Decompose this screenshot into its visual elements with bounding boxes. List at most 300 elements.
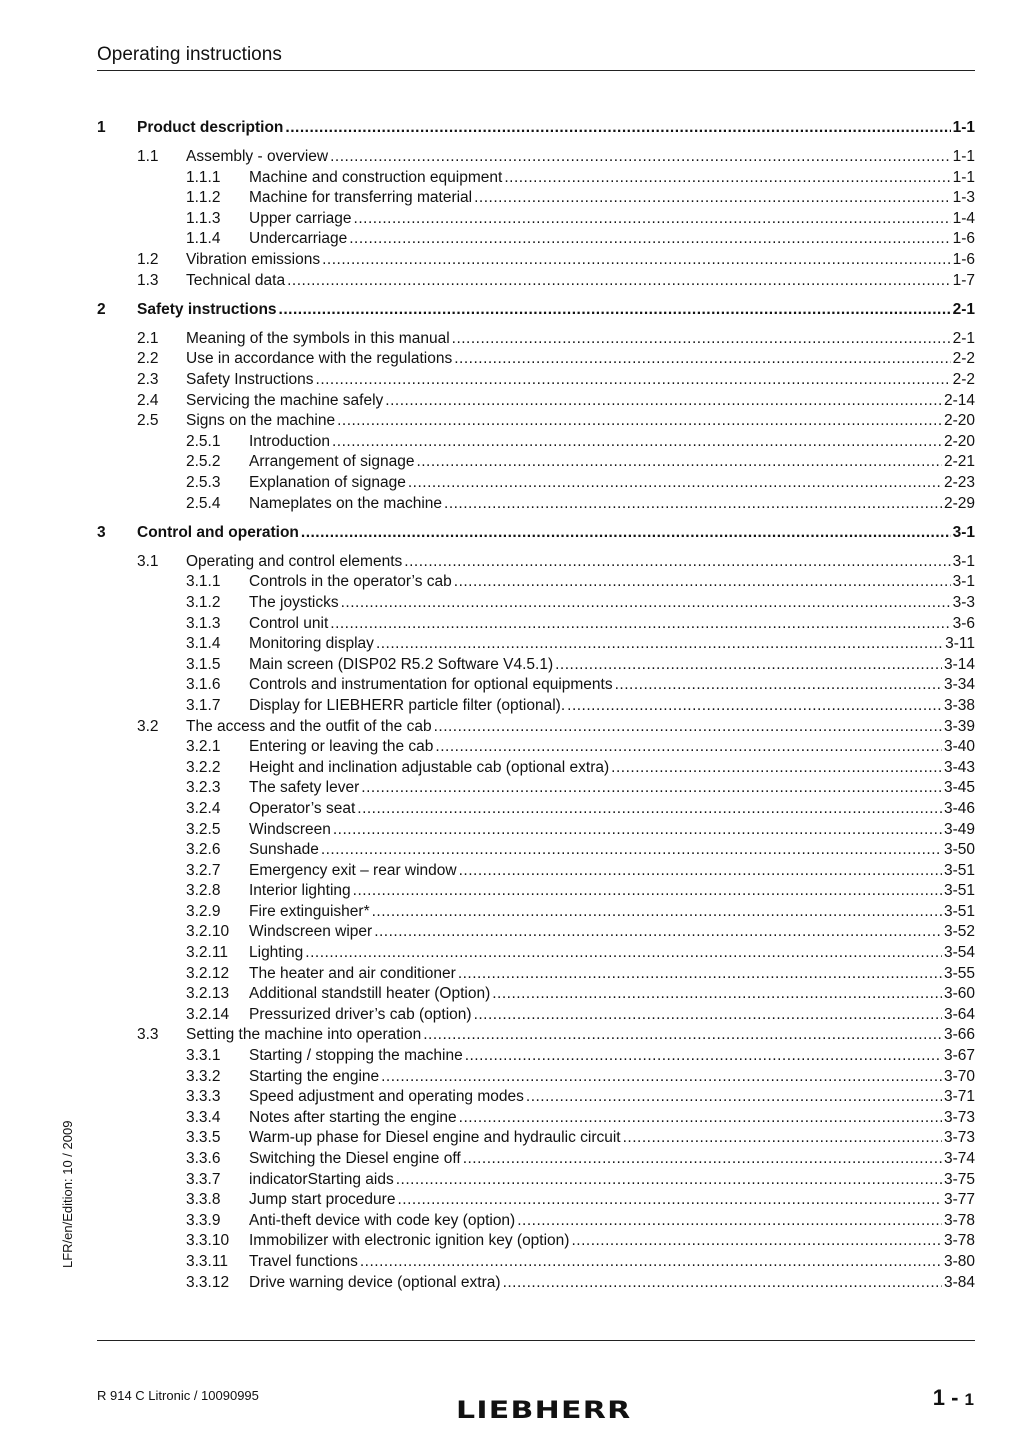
toc-entry-number: 1.1 [137,148,159,166]
toc-entry-title: Setting the machine into operation [186,1026,422,1044]
toc-entry-title: Controls and instrumentation for optional equipments [249,676,613,694]
toc-entry-number: 3 [97,523,106,541]
toc-entry-line [249,840,975,861]
toc-dot-leader [321,840,942,861]
toc-entry-page: 3-73 [943,1108,975,1126]
toc-entry-page: 3-84 [943,1273,975,1291]
toc-entry-number: 3.2 [137,717,159,735]
toc-entry[interactable] [97,1211,975,1232]
toc-entry-line [137,118,975,139]
toc-dot-leader [301,523,951,544]
toc-entry-title: Anti-theft device with code key (option) [249,1211,516,1229]
toc-entry-page: 1-1 [952,168,975,186]
toc-dot-leader [330,147,950,168]
toc-entry-number: 3.3.8 [186,1191,221,1209]
toc-entry-line [186,370,975,391]
toc-entry-number: 3.3 [137,1026,159,1044]
toc-entry-page: 3-1 [952,552,975,570]
toc-entry-title: Display for LIEBHERR particle filter (optional). [249,696,566,714]
toc-entry-page: 3-64 [943,1005,975,1023]
toc-entry-number: 3.1.1 [186,573,221,591]
toc-entry-title: Explanation of signage [249,474,406,491]
toc-chapter-entry[interactable] [97,300,975,321]
toc-dot-leader [474,1005,942,1026]
toc-dot-leader [492,984,942,1005]
toc-dot-leader [354,209,951,230]
toc-entry-page: 2-1 [952,329,975,347]
toc-entry-page: 3-40 [943,738,975,756]
toc-entry[interactable] [97,861,975,882]
toc-dot-leader [463,1149,942,1170]
toc-entry-number: 2.5.3 [186,474,221,491]
header-divider [97,70,975,71]
toc-entry-number: 3.2.4 [186,799,221,817]
toc-entry[interactable] [97,1046,975,1067]
toc-entry-number: 3.3.10 [186,1232,230,1250]
toc-entry[interactable] [97,1190,975,1211]
toc-entry-title: Servicing the machine safely [186,391,384,409]
toc-chapter-entry[interactable] [97,118,975,139]
toc-entry-page: 3-73 [943,1129,975,1147]
liebherr-logo: LIEBHERR [456,1396,632,1424]
toc-entry-title: Additional standstill heater (Option) [249,985,491,1003]
toc-entry[interactable] [97,391,975,412]
toc-entry[interactable] [97,168,975,189]
toc-entry-line [249,1067,975,1088]
toc-entry-number: 3.1.2 [186,593,221,611]
toc-entry-page: 3-3 [952,593,975,611]
toc-dot-leader [615,675,942,696]
toc-entry-title: Signs on the machine [186,412,336,430]
toc-dot-leader [322,250,950,271]
toc-entry-number: 1.1.1 [186,168,221,186]
toc-entry[interactable] [97,1231,975,1252]
toc-entry-line [186,329,975,350]
toc-entry[interactable] [97,209,975,230]
toc-entry[interactable] [97,271,975,292]
toc-entry-page: 2-29 [943,494,975,512]
toc-entry-title: Windscreen wiper [249,923,373,941]
toc-entry-title: Height and inclination adjustable cab (optional extra) [249,758,610,776]
toc-entry[interactable] [97,696,975,717]
toc-entry-line [249,1231,975,1252]
toc-dot-leader [361,778,942,799]
toc-entry-page: 1-7 [952,271,975,289]
toc-dot-leader [333,820,942,841]
toc-entry-title: Nameplates on the machine [249,494,443,512]
toc-entry-title: Speed adjustment and operating modes [249,1088,524,1106]
toc-entry-line [186,391,975,412]
toc-entry-title: Control and operation [137,523,299,541]
toc-entry-line [186,552,975,573]
toc-entry-line [249,229,975,250]
toc-entry[interactable] [97,675,975,696]
toc-entry-number: 3.1.4 [186,635,221,653]
toc-entry-title: Travel functions [249,1252,358,1270]
toc-entry-title: Technical data [186,271,286,289]
toc-entry[interactable] [97,593,975,614]
toc-entry[interactable] [97,634,975,655]
toc-entry-line [186,271,975,292]
toc-entry-line [249,737,975,758]
toc-entry-page: 2-20 [943,432,975,450]
toc-entry[interactable] [97,188,975,209]
toc-entry[interactable] [97,943,975,964]
toc-dot-leader [357,799,942,820]
toc-dot-leader [454,572,951,593]
toc-entry-line [249,432,975,453]
toc-entry-title: Interior lighting [249,882,351,900]
toc-entry-page: 2-21 [943,453,975,471]
toc-entry-line [249,634,975,655]
toc-entry-page: 3-51 [943,882,975,900]
toc-entry-number: 3.3.9 [186,1211,221,1229]
toc-entry-line [249,1252,975,1273]
toc-entry-line [249,209,975,230]
toc-entry-line [249,614,975,635]
toc-entry-line [249,655,975,676]
toc-entry-title: Jump start procedure [249,1191,396,1209]
toc-entry-page: 3-55 [943,964,975,982]
toc-dot-leader [435,737,942,758]
toc-entry-number: 3.2.14 [186,1005,230,1023]
toc-dot-leader [526,1087,942,1108]
toc-dot-leader [623,1128,942,1149]
toc-entry-page: 3-39 [943,717,975,735]
toc-entry-page: 2-2 [952,350,975,368]
toc-dot-leader [305,943,942,964]
toc-entry-number: 1.1.3 [186,209,221,227]
toc-entry-page: 2-20 [943,412,975,430]
toc-entry-page: 3-78 [943,1211,975,1229]
toc-entry-title: Drive warning device (optional extra) [249,1273,501,1291]
toc-entry-page: 3-49 [943,820,975,838]
toc-entry[interactable] [97,1128,975,1149]
toc-entry-line [249,943,975,964]
toc-entry-line [249,902,975,923]
toc-entry-number: 2.4 [137,391,159,409]
table-of-contents [97,118,975,1293]
toc-entry-line [249,473,975,494]
toc-entry-line [186,147,975,168]
toc-entry-page: 3-46 [943,799,975,817]
toc-entry-title: Upper carriage [249,209,352,227]
toc-entry-title: Controls in the operator’s cab [249,573,452,591]
toc-entry[interactable] [97,984,975,1005]
toc-entry[interactable] [97,1170,975,1191]
toc-entry-line [137,523,975,544]
toc-entry-line [249,984,975,1005]
toc-entry-number: 2.5 [137,412,159,430]
toc-entry-page: 3-1 [952,523,975,541]
toc-entry-line [249,572,975,593]
toc-entry-title: Arrangement of signage [249,453,415,471]
toc-dot-leader [571,1231,942,1252]
toc-entry-number: 3.2.13 [186,985,230,1003]
toc-entry-page: 3-34 [943,676,975,694]
toc-dot-leader [404,552,950,573]
toc-entry-line [249,778,975,799]
toc-entry[interactable] [97,370,975,391]
toc-entry-number: 3.1 [137,552,159,570]
toc-entry[interactable] [97,840,975,861]
toc-entry-title: Windscreen [249,820,331,838]
toc-entry-title: Starting the engine [249,1067,380,1085]
toc-entry-title: Control unit [249,614,329,632]
toc-dot-leader [332,432,942,453]
toc-entry-number: 3.2.5 [186,820,221,838]
toc-dot-leader [611,758,942,779]
toc-entry-line [249,1149,975,1170]
toc-entry-line [249,188,975,209]
toc-entry-line [249,820,975,841]
toc-entry[interactable] [97,147,975,168]
toc-entry[interactable] [97,229,975,250]
toc-entry-line [249,1046,975,1067]
toc-entry-title: Assembly - overview [186,148,329,166]
toc-entry-line [186,250,975,271]
toc-entry-line [186,411,975,432]
toc-dot-leader [397,1190,942,1211]
toc-dot-leader [353,881,942,902]
toc-entry[interactable] [97,494,975,515]
toc-entry-title: The safety lever [249,779,360,797]
toc-dot-leader [285,118,950,139]
toc-entry[interactable] [97,655,975,676]
toc-entry-title: Pressurized driver’s cab (option) [249,1005,472,1023]
toc-entry-title: Machine and construction equipment [249,168,503,186]
toc-entry-number: 3.3.1 [186,1047,221,1065]
toc-entry-line [249,1108,975,1129]
toc-entry[interactable] [97,1149,975,1170]
toc-entry[interactable] [97,1025,975,1046]
toc-dot-leader [459,1108,942,1129]
toc-entry[interactable] [97,1273,975,1294]
toc-entry[interactable] [97,1087,975,1108]
toc-entry-number: 3.2.12 [186,964,230,982]
toc-entry-line [249,922,975,943]
toc-entry-number: 3.2.6 [186,841,221,859]
toc-entry-page: 3-1 [952,573,975,591]
toc-entry[interactable] [97,432,975,453]
toc-entry[interactable] [97,1252,975,1273]
toc-entry-title: Main screen (DISP02 R5.2 Software V4.5.1) [249,655,554,673]
toc-entry-page: 3-51 [943,861,975,879]
toc-entry-number: 3.2.1 [186,738,221,756]
toc-entry[interactable] [97,922,975,943]
toc-entry-line [249,593,975,614]
toc-entry-number: 3.3.6 [186,1150,221,1167]
toc-entry-page: 3-51 [943,902,975,920]
toc-dot-leader [396,1170,942,1191]
toc-dot-leader [474,188,950,209]
toc-entry[interactable] [97,1005,975,1026]
toc-entry[interactable] [97,1067,975,1088]
toc-entry[interactable] [97,250,975,271]
toc-entry-title: Product description [137,119,284,136]
toc-dot-leader [503,1273,942,1294]
toc-entry[interactable] [97,737,975,758]
toc-entry[interactable] [97,411,975,432]
toc-entry-title: The heater and air conditioner [249,964,456,982]
toc-entry[interactable] [97,881,975,902]
toc-dot-leader [330,614,950,635]
toc-entry-title: Warm-up phase for Diesel engine and hydraulic circuit [249,1129,621,1147]
toc-entry-title: Lighting [249,944,304,962]
toc-entry-page: 3-43 [943,758,975,776]
toc-dot-leader [372,902,942,923]
toc-entry[interactable] [97,473,975,494]
toc-entry-title: Notes after starting the engine [249,1108,457,1126]
toc-entry-line [137,300,975,321]
toc-entry[interactable] [97,902,975,923]
toc-dot-leader [459,861,942,882]
toc-entry-number: 3.2.10 [186,923,230,941]
page-header-title: Operating instructions [97,44,282,65]
toc-dot-leader [360,1252,942,1273]
toc-entry-line [249,675,975,696]
toc-entry-number: 3.1.3 [186,614,221,632]
toc-entry-title: Emergency exit – rear window [249,861,457,879]
toc-entry-number: 3.2.2 [186,758,221,776]
toc-entry[interactable] [97,329,975,350]
toc-entry[interactable] [97,964,975,985]
toc-entry[interactable] [97,778,975,799]
toc-entry-line [249,799,975,820]
toc-dot-leader [385,391,942,412]
toc-entry-title: The joysticks [249,593,339,611]
toc-dot-leader [408,473,942,494]
toc-entry-number: 3.3.2 [186,1067,221,1085]
toc-entry-number: 3.2.9 [186,902,221,920]
toc-entry-page: 2-1 [952,300,975,318]
toc-dot-leader [444,494,942,515]
toc-entry[interactable] [97,820,975,841]
toc-entry-number: 2 [97,300,106,318]
toc-entry-line [249,696,975,717]
toc-entry-title: Operating and control elements [186,552,403,570]
toc-entry[interactable] [97,717,975,738]
toc-entry-line [249,1005,975,1026]
toc-entry-page: 3-78 [943,1232,975,1250]
toc-entry-number: 2.3 [137,371,159,389]
toc-entry-title: Switching the Diesel engine off [249,1150,461,1167]
toc-entry-number: 3.3.11 [186,1252,228,1270]
edition-side-label: LFR/en/Edition: 10 / 2009 [60,1120,75,1268]
toc-dot-leader [374,922,942,943]
toc-entry-page: 2-14 [943,391,975,409]
toc-entry-page: 1-1 [952,148,975,166]
toc-entry-number: 3.3.5 [186,1129,221,1147]
toc-dot-leader [465,1046,942,1067]
page-chapter: 1 - [932,1385,959,1410]
toc-entry-number: 3.2.11 [186,944,228,962]
toc-entry-page: 3-66 [943,1026,975,1044]
toc-entry-number: 1 [97,119,106,136]
toc-entry-number: 3.3.3 [186,1088,221,1106]
toc-entry[interactable] [97,349,975,370]
toc-entry-line [249,168,975,189]
toc-dot-leader [349,229,950,250]
toc-dot-leader [452,329,951,350]
toc-entry-number: 3.1.7 [186,696,221,714]
page-index: 1 [964,1390,974,1409]
toc-dot-leader [341,593,951,614]
toc-entry[interactable] [97,552,975,573]
toc-entry[interactable] [97,799,975,820]
toc-entry[interactable] [97,1108,975,1129]
toc-entry-page: 1-1 [952,119,975,136]
toc-entry-title: Operator’s seat [249,799,356,817]
toc-dot-leader [423,1025,942,1046]
toc-dot-leader [416,452,942,473]
toc-entry-line [249,1190,975,1211]
toc-dot-leader [458,964,942,985]
toc-entry-title: Fire extinguisher* [249,902,370,920]
toc-entry-number: 3.2.8 [186,882,221,900]
toc-entry-line [249,881,975,902]
toc-entry-page: 3-38 [943,696,975,714]
toc-entry-line [249,758,975,779]
toc-entry-line [249,1170,975,1191]
toc-entry-page: 1-3 [952,189,975,207]
toc-entry-number: 3.3.4 [186,1108,221,1126]
toc-entry-title: Monitoring display [249,635,374,653]
toc-entry[interactable] [97,572,975,593]
toc-entry-page: 3-77 [943,1191,975,1209]
toc-entry-number: 2.5.2 [186,453,221,471]
toc-entry-number: 3.1.6 [186,676,221,694]
toc-entry-title: Safety Instructions [186,371,314,389]
toc-entry-title: Machine for transferring material [249,189,473,207]
toc-entry-title: indicatorStarting aids [249,1170,394,1188]
toc-dot-leader [337,411,942,432]
toc-dot-leader [434,717,942,738]
footer-divider [97,1340,975,1341]
toc-entry-title: The access and the outfit of the cab [186,717,432,735]
toc-entry-title: Meaning of the symbols in this manual [186,329,450,347]
toc-entry-page: 3-52 [943,923,975,941]
page-number [933,1385,974,1411]
toc-entry-number: 3.3.7 [186,1170,221,1188]
toc-chapter-entry[interactable] [97,523,975,544]
toc-entry-page: 3-50 [943,841,975,859]
toc-entry-number: 3.2.7 [186,861,221,879]
toc-dot-leader [555,655,942,676]
toc-entry-page: 3-54 [943,944,975,962]
toc-entry[interactable] [97,758,975,779]
toc-dot-leader [504,168,950,189]
toc-entry[interactable] [97,614,975,635]
toc-entry-number: 1.3 [137,271,159,289]
toc-entry-number: 3.2.3 [186,779,221,797]
toc-entry-line [249,861,975,882]
footer-model-label: R 914 C Litronic / 10090995 [97,1388,259,1403]
toc-entry-number: 1.2 [137,251,159,269]
toc-entry-page: 3-80 [943,1252,975,1270]
toc-dot-leader [381,1067,942,1088]
toc-entry-number: 3.3.12 [186,1273,230,1291]
toc-entry-page: 3-74 [943,1150,975,1167]
toc-entry-number: 2.1 [137,329,159,347]
toc-entry-title: Sunshade [249,841,319,859]
toc-entry[interactable] [97,452,975,473]
toc-entry-title: Introduction [249,432,330,450]
toc-entry-number: 2.2 [137,350,159,368]
toc-entry-line [249,452,975,473]
toc-entry-number: 1.1.4 [186,230,221,248]
toc-entry-number: 2.5.1 [186,432,221,450]
